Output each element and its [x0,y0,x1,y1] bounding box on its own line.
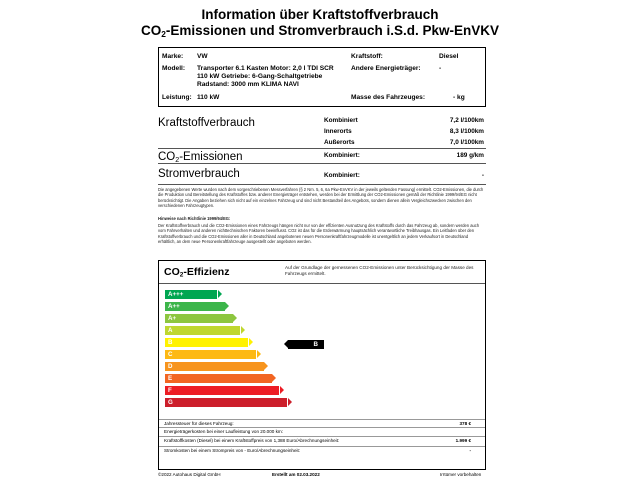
efficiency-class-bar [165,290,217,299]
modell-line-3: Radstand: 3000 mm KLIMA NAVI [197,81,299,88]
bar-arrow-icon [218,290,222,298]
efficiency-box [158,260,486,470]
indicator-arrow-icon [284,340,288,348]
cost-row [159,437,485,445]
vehicle-info-box [158,47,486,107]
emissions-label: Kombiniert: [324,152,360,159]
efficiency-class-bar [165,326,240,335]
bar-arrow-icon [272,374,276,382]
energie-value: - [439,65,442,72]
cons-innerorts-value: 8,3 l/100km [449,128,484,135]
bar-arrow-icon [264,362,268,370]
efficiency-class-label: F [168,387,172,394]
efficiency-class-bar [165,314,233,323]
efficiency-class-bar [165,350,256,359]
cost-value: - [469,448,471,453]
cost-label: Jahressteuer für dieses Fahrzeug: [164,421,234,426]
efficiency-class-bar [165,374,272,383]
efficiency-class-label: D [168,363,173,370]
divider [158,184,486,185]
efficiency-class-bar [165,338,248,347]
cons-ausserorts-value: 7,0 l/100km [449,139,484,146]
efficiency-class-label: A [168,327,173,334]
bar-arrow-icon [288,398,292,406]
kraftstoff-label: Kraftstoff: [351,53,383,60]
efficiency-class-label: G [168,399,173,406]
cost-value: 1.999 € [455,438,471,443]
page-title: Information über Kraftstoffverbrauch [201,7,439,22]
cost-row [159,447,485,455]
cons-kombiniert-label: Kombiniert [324,117,358,124]
current-class-indicator: B [288,340,324,349]
efficiency-class-bar [165,362,264,371]
divider [159,283,485,284]
electricity-title: Stromverbrauch [158,168,240,180]
cons-ausserorts-label: Außerorts [324,139,355,146]
cost-label: Kraftstoffkosten (Diesel) bei einem Kraftstoffpreis von 1,388 Euro/Abrechnungseinheit: [164,438,340,443]
page-subtitle: $CO_2$-Emissionen und Stromverbrauch i.S.d. Pkw-EnVKV [141,23,499,40]
bar-arrow-icon [233,314,237,322]
leistung-value: 110 kW [197,94,220,101]
emissions-value: 189 g/km [456,152,484,159]
cons-innerorts-label: Innerorts [324,128,352,135]
modell-label: Modell: [162,65,186,72]
energie-label: Andere Energieträger: [351,65,421,72]
cost-value: 378 € [459,421,471,426]
efficiency-class-label: E [168,375,173,382]
leistung-label: Leistung: [162,94,192,101]
marke-label: Marke: [162,53,184,60]
footer-created: Erstellt am 02.03.2022 [272,472,320,477]
footer-disclaimer: Irrtümer vorbehalten [440,472,482,477]
cons-kombiniert-value: 7,2 l/100km [449,117,484,124]
bar-arrow-icon [257,350,261,358]
cost-label: Stromkosten bei einem Strompreis von - Euro/Abrechnungseinheit: [164,448,301,453]
emissions-title: $CO_2$-Emissionen [158,151,243,164]
modell-line-1: Transporter 6.1 Kasten Motor: 2,0 l TDI SCR [197,65,334,72]
bar-arrow-icon [280,386,284,394]
footer-copyright: ©2022 Autohaus Digital GmbH [158,472,221,477]
masse-value: - kg [453,94,465,101]
electricity-label: Kombiniert: [324,172,360,179]
legal-note-2: Der Kraftstoffverbrauch und die CO2-Emissionen eines Fahrzeugs hängen nicht nur von der effizienten Ausnutzung des Kraftstoffs durch das Fahrzeug ab, sondern werden auch vom Fahrverhalten und anderen nichttechnischen Faktoren beeinflusst. CO2 ist das für die Erderwärmung hauptsächlich verantwortliche Treibhausgas. Ein Leitfaden über den Kraftstoffverbrauch und die CO2-Emissionen aller in Deutschland angebotenen neuen Personenkraftfahrzeugmodelle ist unentgeltlich an jedem Verkaufsort in Deutschland erhältlich, an dem neue Personenkraftfahrzeuge ausgestellt oder angeboten werden. [158,223,480,245]
efficiency-class-bar [165,386,279,395]
efficiency-class-label: A+++ [168,291,184,298]
efficiency-class-bar [165,398,287,407]
efficiency-class-label: A+ [168,315,177,322]
efficiency-class-bar [165,302,225,311]
bar-arrow-icon [225,302,229,310]
efficiency-class-label: B [168,339,173,346]
modell-line-2: 110 kW Getriebe: 6-Gang-Schaltgetriebe [197,73,323,80]
efficiency-note: Auf der Grundlage der gemessenen CO2-Emissionen unter Berücksichtigung der Masse des Fahrzeugs ermittelt. [285,265,474,276]
divider [158,148,486,149]
cost-label: Energieträgerkosten bei einer Laufleistung von 20.000 km: [164,429,284,434]
divider [158,163,486,164]
efficiency-class-label: A++ [168,303,180,310]
consumption-title: Kraftstoffverbrauch [158,117,255,129]
bar-arrow-icon [249,338,253,346]
legal-note-1: Die angegebenen Werte wurden nach dem vorgeschriebenen Messverfahren (§ 2 Nrn. 5, 6, 6a Pkw-EnVKV in der jeweils geltenden Fassung) ermittelt. CO2-Emissionen, die durch die Produktion und Bereitstellung des Kraftstoffes bzw. anderer Energieträger entstehen, werden bei der Ermittlung der CO2-Emissionen gemäß der Richtlinie 1999/94/EG nicht berücksichtigt. Die Angaben beziehen sich nicht auf ein einzelnes Fahrzeug und sind nicht Bestandteil des Angebots, sondern dienen allein Vergleichszwecken zwischen den verschiedenen Fahrzeugtypen. [158,187,484,209]
marke-value: VW [197,53,208,60]
efficiency-title: $CO_2$-Effizienz [164,266,230,279]
legal-heading-2: Hinweise nach Richtlinie 1999/94/EG: [158,216,231,221]
efficiency-class-label: C [168,351,173,358]
masse-label: Masse des Fahrzeuges: [351,94,426,101]
kraftstoff-value: Diesel [439,53,459,60]
electricity-value: - [481,172,484,179]
cost-row [159,428,485,436]
bar-arrow-icon [241,326,245,334]
